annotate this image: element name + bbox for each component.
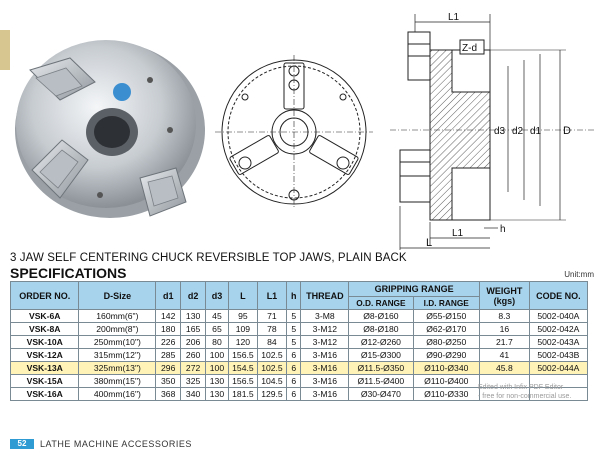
- header-L1: L1: [257, 282, 286, 310]
- table-cell: 156.5: [228, 349, 257, 362]
- table-cell: 6: [286, 375, 301, 388]
- table-cell: 5002-043B: [529, 349, 587, 362]
- table-cell: Ø30-Ø470: [349, 388, 413, 401]
- table-cell: 226: [156, 336, 181, 349]
- table-cell: 130: [206, 375, 229, 388]
- footer-page-number: 52: [10, 439, 34, 449]
- table-cell: VSK-16A: [11, 388, 79, 401]
- table-cell: 3-M16: [301, 362, 349, 375]
- label-L: L: [426, 237, 433, 249]
- jaw-slot-right: [309, 135, 359, 175]
- table-cell: 130: [181, 310, 206, 323]
- table-cell: 6: [286, 388, 301, 401]
- table-cell: 102.5: [257, 349, 286, 362]
- header-weight: WEIGHT (kgs): [479, 282, 529, 310]
- table-cell: 5: [286, 323, 301, 336]
- table-cell: Ø110-Ø400: [413, 375, 479, 388]
- table-row: [11, 310, 588, 323]
- table-cell: Ø15-Ø300: [349, 349, 413, 362]
- table-cell: 3-M8: [301, 310, 349, 323]
- label-zd: Z-d: [462, 43, 477, 54]
- table-cell: 315mm(12"): [79, 349, 156, 362]
- table-cell: 325: [181, 375, 206, 388]
- table-row: [11, 349, 588, 362]
- table-cell: 5002-043A: [529, 336, 587, 349]
- table-cell: 154.5: [228, 362, 257, 375]
- table-cell: Ø90-Ø290: [413, 349, 479, 362]
- table-cell: 100: [206, 362, 229, 375]
- screw-hole: [147, 77, 153, 83]
- table-cell: 120: [228, 336, 257, 349]
- table-cell: Ø8-Ø160: [349, 310, 413, 323]
- table-cell: 165: [181, 323, 206, 336]
- table-cell: 200mm(8"): [79, 323, 156, 336]
- table-cell: 130: [206, 388, 229, 401]
- header-L: L: [228, 282, 257, 310]
- table-cell: 65: [206, 323, 229, 336]
- header-gripping-range: GRIPPING RANGE: [349, 282, 480, 297]
- table-cell: 296: [156, 362, 181, 375]
- table-cell: 21.7: [479, 336, 529, 349]
- table-cell: 71: [257, 310, 286, 323]
- table-cell: Ø110-Ø340: [413, 362, 479, 375]
- table-cell: Ø11.5-Ø350: [349, 362, 413, 375]
- header-d1: d1: [156, 282, 181, 310]
- table-cell: 102.5: [257, 362, 286, 375]
- watermark-line1: Edited with Infix PDF Editor: [478, 384, 564, 391]
- label-d2: d2: [512, 126, 524, 137]
- footer-text: LATHE MACHINE ACCESSORIES: [40, 439, 192, 449]
- table-row: [11, 323, 588, 336]
- table-cell: 5: [286, 336, 301, 349]
- table-cell: 3-M16: [301, 349, 349, 362]
- label-d1: d1: [530, 126, 542, 137]
- table-cell: 156.5: [228, 375, 257, 388]
- header-order-no: ORDER NO.: [11, 282, 79, 310]
- table-cell: 142: [156, 310, 181, 323]
- table-cell: 368: [156, 388, 181, 401]
- header-id-range: I.D. RANGE: [413, 297, 479, 310]
- table-cell: 80: [206, 336, 229, 349]
- table-cell: 340: [181, 388, 206, 401]
- table-cell: 5002-044A: [529, 362, 587, 375]
- table-cell: VSK-12A: [11, 349, 79, 362]
- table-cell: 380mm(15"): [79, 375, 156, 388]
- table-cell: 3-M16: [301, 375, 349, 388]
- table-cell: 45: [206, 310, 229, 323]
- table-cell: 100: [206, 349, 229, 362]
- table-cell: VSK-10A: [11, 336, 79, 349]
- table-cell: 400mm(16"): [79, 388, 156, 401]
- screw-hole: [167, 127, 173, 133]
- table-cell: 6: [286, 362, 301, 375]
- table-cell: 109: [228, 323, 257, 336]
- table-cell: 95: [228, 310, 257, 323]
- label-d3: d3: [494, 126, 506, 137]
- front-view-drawing: [215, 55, 373, 207]
- table-row: [11, 362, 588, 375]
- table-cell: 206: [181, 336, 206, 349]
- table-cell: 181.5: [228, 388, 257, 401]
- header-d2: d2: [181, 282, 206, 310]
- table-cell: 8.3: [479, 310, 529, 323]
- table-cell: Ø12-Ø260: [349, 336, 413, 349]
- header-d-size: D-Size: [79, 282, 156, 310]
- table-cell: 84: [257, 336, 286, 349]
- side-section-drawing: [380, 10, 600, 250]
- watermark: [478, 383, 571, 401]
- table-cell: 3-M12: [301, 323, 349, 336]
- unit-note: Unit:mm: [564, 270, 594, 279]
- product-heading: 3 JAW SELF CENTERING CHUCK REVERSIBLE TOP JAWS, PLAIN BACK: [10, 252, 407, 264]
- table-cell: 6: [286, 349, 301, 362]
- header-h: h: [286, 282, 301, 310]
- label-L1: L1: [452, 228, 464, 239]
- table-cell: 5: [286, 310, 301, 323]
- screw-hole: [97, 192, 103, 198]
- table-cell: 160mm(6"): [79, 310, 156, 323]
- chuck-photo: [0, 20, 210, 245]
- table-cell: 16: [479, 323, 529, 336]
- section-title: SPECIFICATIONS: [10, 265, 127, 281]
- table-cell: 260: [181, 349, 206, 362]
- label-D: D: [563, 125, 571, 137]
- table-cell: 3-M12: [301, 336, 349, 349]
- table-cell: 41: [479, 349, 529, 362]
- table-row: [11, 336, 588, 349]
- brand-logo: [113, 83, 131, 101]
- table-cell: 104.5: [257, 375, 286, 388]
- table-cell: 325mm(13"): [79, 362, 156, 375]
- pinion-hole: [337, 157, 349, 169]
- label-l1-top: L1: [448, 12, 460, 23]
- table-cell: 350: [156, 375, 181, 388]
- chuck-bore-inner: [94, 116, 130, 148]
- table-cell: VSK-15A: [11, 375, 79, 388]
- watermark-line2: - free for non-commercial use.: [478, 393, 572, 400]
- table-cell: 250mm(10"): [79, 336, 156, 349]
- header-od-range: O.D. RANGE: [349, 297, 413, 310]
- table-cell: 5002-042A: [529, 323, 587, 336]
- table-cell: VSK-6A: [11, 310, 79, 323]
- jaw-slot-left: [229, 135, 279, 175]
- photo-edge: [0, 30, 10, 70]
- table-cell: VSK-13A: [11, 362, 79, 375]
- table-cell: Ø11.5-Ø400: [349, 375, 413, 388]
- table-cell: 5002-040A: [529, 310, 587, 323]
- table-cell: 3-M16: [301, 388, 349, 401]
- table-cell: 180: [156, 323, 181, 336]
- table-cell: 272: [181, 362, 206, 375]
- table-cell: Ø110-Ø330: [413, 388, 479, 401]
- table-cell: 285: [156, 349, 181, 362]
- header-code-no: CODE NO.: [529, 282, 587, 310]
- table-cell: 45.8: [479, 362, 529, 375]
- header-d3: d3: [206, 282, 229, 310]
- pinion-hole: [239, 157, 251, 169]
- mount-hole: [242, 94, 248, 100]
- table-cell: Ø80-Ø250: [413, 336, 479, 349]
- table-cell: 129.5: [257, 388, 286, 401]
- header-thread: THREAD: [301, 282, 349, 310]
- table-cell: Ø62-Ø170: [413, 323, 479, 336]
- table-cell: Ø8-Ø180: [349, 323, 413, 336]
- table-cell: 78: [257, 323, 286, 336]
- mount-hole: [340, 94, 346, 100]
- table-cell: VSK-8A: [11, 323, 79, 336]
- table-cell: Ø55-Ø150: [413, 310, 479, 323]
- label-h: h: [500, 224, 506, 235]
